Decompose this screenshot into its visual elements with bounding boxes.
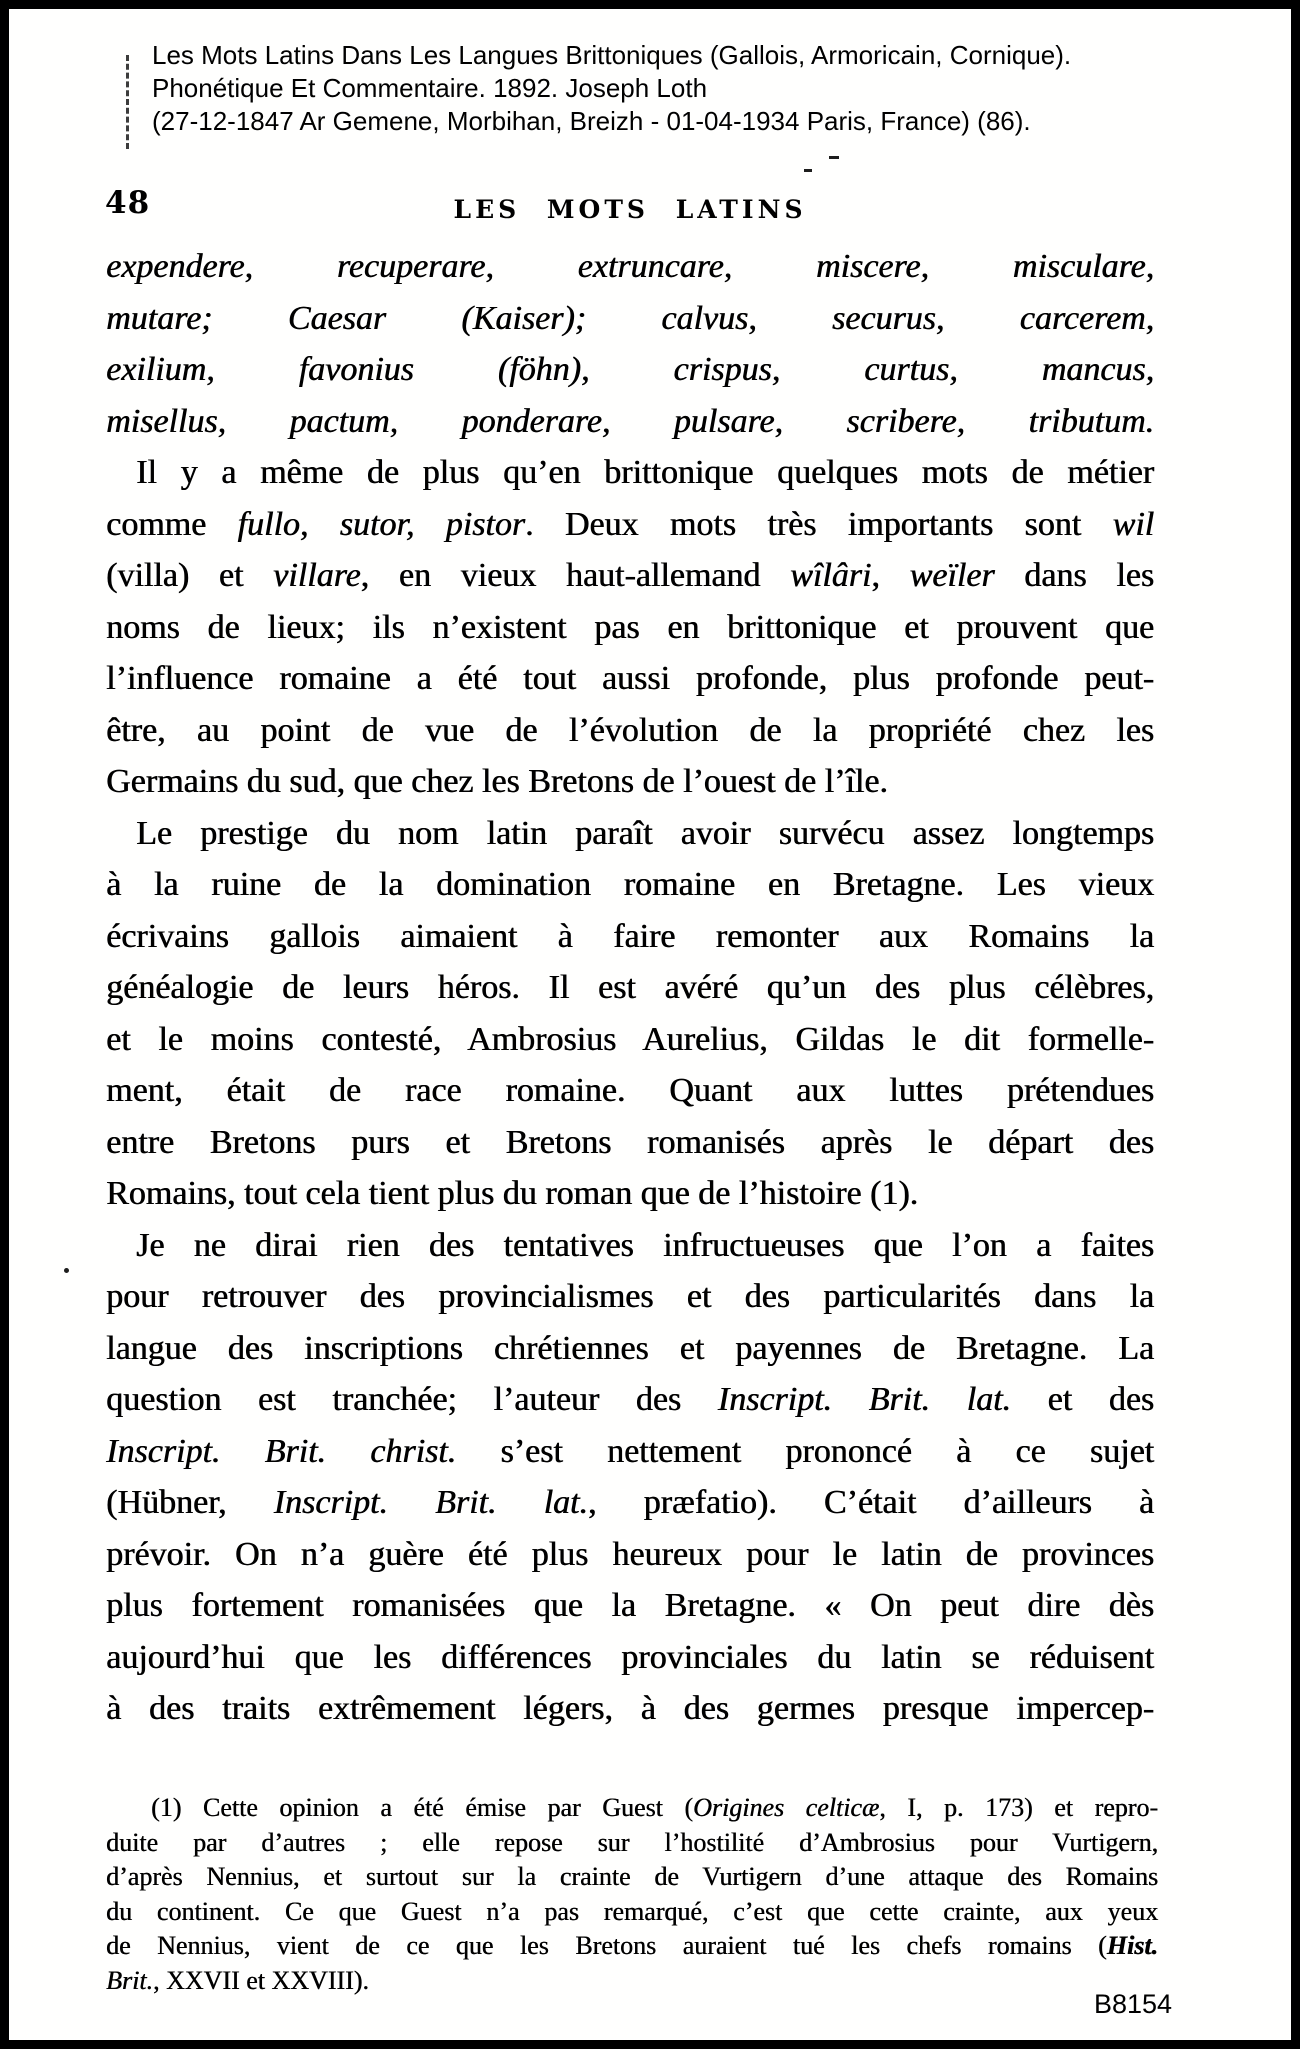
text-segment: plus fortement romanisées que la Bretagne. « On peut dire dès [106, 1587, 1154, 1624]
text-line [106, 344, 1154, 396]
footnote [106, 1791, 1158, 1998]
text-segment: Inscript. Brit. lat. [717, 1381, 1011, 1418]
margin-dashed-line [126, 55, 129, 149]
text-segment: , [871, 557, 910, 594]
bibliographic-annotation [152, 39, 1212, 138]
text-segment: de Nennius, vient de ce que les Bretons auraient tué les chefs romains ( [106, 1931, 1107, 1960]
text-line [106, 1220, 1154, 1272]
text-segment: (Hübner, [106, 1484, 274, 1521]
text-segment: noms de lieux; ils n’existent pas en brittonique et prouvent que [106, 608, 1154, 646]
text-line [106, 1826, 1158, 1861]
annotation-line: Les Mots Latins Dans Les Langues Brittoniques (Gallois, Armoricain, Cornique). [152, 40, 1072, 70]
text-line [106, 705, 1154, 757]
text-line [106, 859, 1154, 911]
paragraph [106, 808, 1154, 1220]
text-line [106, 1477, 1154, 1529]
text-line [106, 1117, 1154, 1169]
text-segment: entre Bretons purs et Bretons romanisés après le départ des [106, 1123, 1154, 1161]
annotation-line: (27-12-1847 Ar Gemene, Morbihan, Breizh - 01-04-1934 Paris, France) (86). [152, 106, 1031, 136]
text-line [106, 1683, 1154, 1735]
text-segment: pour retrouver des provincialismes et des particularités dans la [106, 1278, 1154, 1315]
text-line [106, 1374, 1154, 1426]
body-text [106, 241, 1154, 1735]
text-segment: ment, était de race romaine. Quant aux luttes prétendues [106, 1072, 1154, 1109]
text-segment: écrivains gallois aimaient à faire remonter aux Romains la [106, 917, 1154, 955]
text-line [106, 293, 1154, 345]
text-segment: et le moins contesté, Ambrosius Aurelius, Gildas le dit formelle- [106, 1020, 1154, 1058]
text-segment: , I, p. 173) et repro- [879, 1793, 1158, 1822]
ink-speck [64, 1268, 69, 1273]
catalog-code: B8154 [1094, 1989, 1173, 2019]
text-line [106, 1014, 1154, 1066]
text-segment: Inscript. Brit. lat. [273, 1484, 588, 1521]
text-line [106, 1860, 1158, 1895]
text-segment: misellus, pactum, ponderare, pulsare, scribere, tributum. [106, 402, 1154, 440]
text-line [106, 808, 1154, 860]
running-title: LES MOTS LATINS [453, 195, 807, 224]
text-segment: comme [106, 505, 238, 543]
text-segment: à des traits extrêmement légers, à des germes presque impercep- [106, 1690, 1154, 1727]
text-segment: dans les [994, 557, 1154, 594]
text-segment: , XXVII et XXVIII). [152, 1965, 369, 1995]
text-segment: Germains du sud, que chez les Bretons de l’ouest de l’île. [106, 763, 888, 800]
text-line [106, 653, 1154, 705]
text-line [106, 1426, 1154, 1478]
text-segment: exilium, favonius (föhn), crispus, curtus, mancus, [106, 351, 1154, 388]
text-segment: généalogie de leurs héros. Il est avéré qu’un des plus célèbres, [106, 969, 1154, 1006]
text-line [106, 1580, 1154, 1632]
text-segment: l’influence romaine a été tout aussi profonde, plus profonde peut- [106, 660, 1154, 697]
text-segment: et des [1010, 1381, 1155, 1418]
text-segment: Il y a même de plus qu’en brittonique quelques mots de métier [136, 454, 1154, 491]
paragraph [106, 447, 1154, 808]
text-segment: s’est nettement prononcé à ce sujet [456, 1432, 1155, 1470]
annotation-line: Phonétique Et Commentaire. 1892. Joseph Loth [152, 73, 708, 103]
text-line [106, 1895, 1158, 1930]
text-segment: Brit. [106, 1965, 153, 1995]
text-line [106, 602, 1154, 654]
text-segment: à la ruine de la domination romaine en Bretagne. Les vieux [106, 866, 1154, 903]
text-line [106, 241, 1154, 293]
text-line [106, 1323, 1154, 1375]
text-segment: Romains, tout cela tient plus du roman que de l’histoire (1). [106, 1175, 919, 1212]
page-number: 48 [105, 185, 151, 221]
text-segment: du continent. Ce que Guest n’a pas remarqué, c’est que cette crainte, aux yeux [106, 1896, 1158, 1926]
text-line [106, 1964, 1158, 1999]
text-segment: question est tranchée; l’auteur des [106, 1381, 718, 1418]
text-line [106, 756, 1154, 808]
text-segment: villare [273, 557, 361, 594]
text-segment: être, au point de vue de l’évolution de la propriété chez les [106, 711, 1154, 749]
text-line [106, 396, 1154, 448]
text-segment: wil [1112, 505, 1155, 543]
text-segment: , en vieux haut-allemand [360, 557, 791, 594]
text-line [106, 1791, 1158, 1826]
text-segment: , præfatio). C’était d’ailleurs à [587, 1484, 1155, 1521]
text-line [106, 1168, 1154, 1220]
paragraph [106, 1220, 1154, 1735]
ink-speck [804, 169, 812, 172]
text-segment: Je ne dirai rien des tentatives infructueuses que l’on a faites [136, 1226, 1154, 1264]
text-line [106, 550, 1154, 602]
text-segment: Origines celticæ [693, 1793, 880, 1822]
text-segment: prévoir. On n’a guère été plus heureux pour le latin de provinces [106, 1535, 1154, 1573]
text-line [106, 1632, 1154, 1684]
text-segment: weïler [909, 557, 995, 594]
text-segment: Inscript. Brit. christ. [106, 1432, 457, 1470]
text-line [106, 1529, 1154, 1581]
ink-speck [829, 156, 839, 159]
text-line [106, 1065, 1154, 1117]
text-line [106, 499, 1154, 551]
text-line [106, 911, 1154, 963]
text-segment: (1) Cette opinion a été émise par Guest ( [151, 1793, 693, 1822]
text-segment: aujourd’hui que les différences provinciales du latin se réduisent [106, 1638, 1154, 1676]
text-line [106, 447, 1154, 499]
text-segment: d’après Nennius, et surtout sur la crainte de Vurtigern d’une attaque des Romains [106, 1862, 1158, 1891]
paragraph [106, 241, 1154, 447]
text-segment: Le prestige du nom latin paraît avoir survécu assez longtemps [136, 814, 1154, 852]
text-line [106, 1929, 1158, 1964]
text-segment: expendere, recuperare, extruncare, miscere, misculare, [106, 248, 1154, 285]
text-segment: fullo, sutor, pistor [237, 505, 525, 543]
text-segment: . Deux mots très importants sont [524, 505, 1113, 543]
text-line [106, 962, 1154, 1014]
text-segment: mutare; Caesar (Kaiser); calvus, securus, carcerem, [106, 299, 1154, 337]
text-segment: langue des inscriptions chrétiennes et payennes de Bretagne. La [106, 1329, 1154, 1367]
text-segment: (villa) et [106, 557, 274, 594]
text-line [106, 1271, 1154, 1323]
text-segment: Hist. [1106, 1931, 1158, 1960]
text-segment: wîlâri [790, 557, 872, 594]
text-segment: duite par d’autres ; elle repose sur l’hostilité d’Ambrosius pour Vurtigern, [106, 1827, 1158, 1857]
